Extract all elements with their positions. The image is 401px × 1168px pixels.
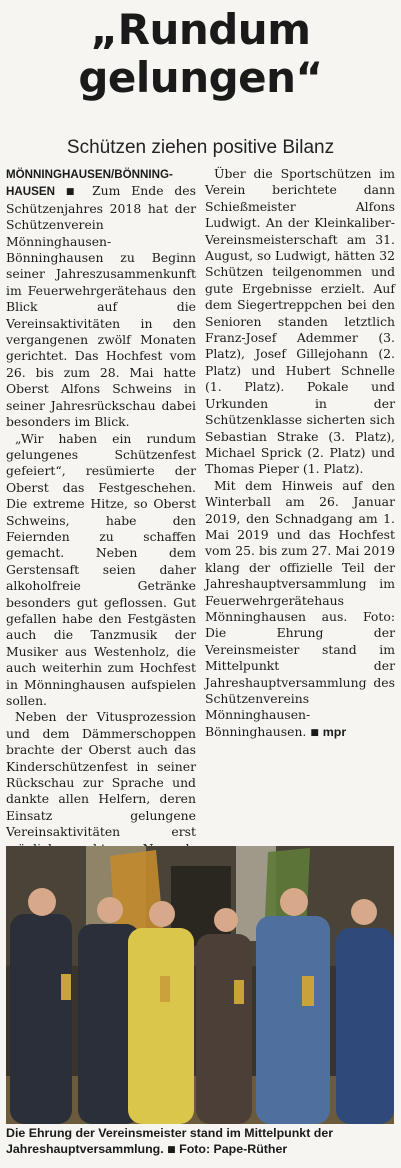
article-photo	[6, 846, 394, 1124]
square-bullet-icon: ■	[167, 1144, 176, 1155]
paragraph-1	[6, 166, 196, 431]
headline	[0, 6, 401, 102]
headline-line-1: „Rundum	[90, 5, 311, 54]
square-bullet-icon: ■	[310, 727, 319, 738]
paragraph-1-text: Zum Ende des Schützenjahres 2018 hat der Schützenverein Mönninghausen-Bönninghausen zu Beginn seiner Jahreszusammenkunft im Feuerwehrgerätehaus den Blick auf die Vereinsaktivitäten in den vergangenen zwölf Monaten gerichtet. Das Hochfest vom 26. bis zum 28. Mai hatte Oberst Alfons Schweins in seiner Jahresrückschau dabei besonders im Blick.	[6, 183, 196, 430]
dateline: MÖNNINGHAUSEN/BÖNNING-HAUSEN	[6, 168, 173, 199]
article-column-right	[205, 166, 395, 836]
photo-caption	[6, 1126, 396, 1158]
paragraph-4: Über die Sportschützen im Verein berichtete dann Schießmeister Alfons Ludwigt. An der Kleinkaliber-Vereinsmeisterschaft am 31. August, so Ludwigt, hätten 32 Schützen teilgenommen und gute Ergebnisse erzielt. Auf dem Siegertreppchen bei den Senioren standen letztlich Franz-Josef Ademmer (3. Platz), Josef Gillejohann (2. Platz) und Hubert Schnelle (1. Platz). Pokale und Urkunden in der Schützenklasse sicherten sich Sebastian Strake (3. Platz), Michael Sprick (2. Platz) und Thomas Pieper (1. Platz).	[205, 166, 395, 477]
square-bullet-icon: ■	[65, 187, 82, 198]
photo-caption-text: Die Ehrung der Vereinsmeister stand im Mittelpunkt der Jahreshauptversammlung.	[6, 1126, 334, 1156]
paragraph-5	[205, 478, 395, 742]
paragraph-3: Neben der Vitusprozession und dem Dämmerschoppen brachte der Oberst auch das Kinderschützenfest in seiner Rückschau zur Sprache und dankte allen Helfern, deren Einsatz gelungene Vereinsaktivitäten erst	[6, 709, 196, 840]
paragraph-5-text: Mit dem Hinweis auf den Winterball am 26. Januar 2019, den Schnadgang am 1. Mai 2019 und das Hochfest vom 25. bis zum 27. Mai 2019 klang der offizielle Teil der Jahreshauptversammlung im Feuerwehrgerätehaus Mönninghausen aus. Foto: Die Ehrung der Vereinsmeister stand im Mittelpunkt der Jahreshauptversammlung des Schützenvereins Mönninghausen-Bönninghausen.	[205, 477, 395, 739]
article-column-left	[6, 166, 196, 840]
subheadline: Schützen ziehen positive Bilanz	[66, 137, 335, 158]
headline-line-2: gelungen“	[78, 53, 323, 102]
paragraph-2: „Wir haben ein rundum gelungenes Schützenfest gefeiert“, resümierte der Oberst das Festgeschehen. Die extreme Hitze, so Oberst Schweins, habe den Feiernden zu schaffen gemacht. Neben dem Gerstensaft seien daher alkoholfreie Getränke besonders gut geflossen. Gut gefallen habe den Festgästen auch die Tanzmusik der Musiker aus Westenholz, die auch weiterhin zum Hochfest in Mönninghausen aufspielen sollen.	[6, 430, 196, 708]
photo-illustration	[6, 846, 394, 1124]
photo-credit: Foto: Pape-Rüther	[179, 1141, 288, 1156]
author-initials: mpr	[322, 724, 347, 739]
